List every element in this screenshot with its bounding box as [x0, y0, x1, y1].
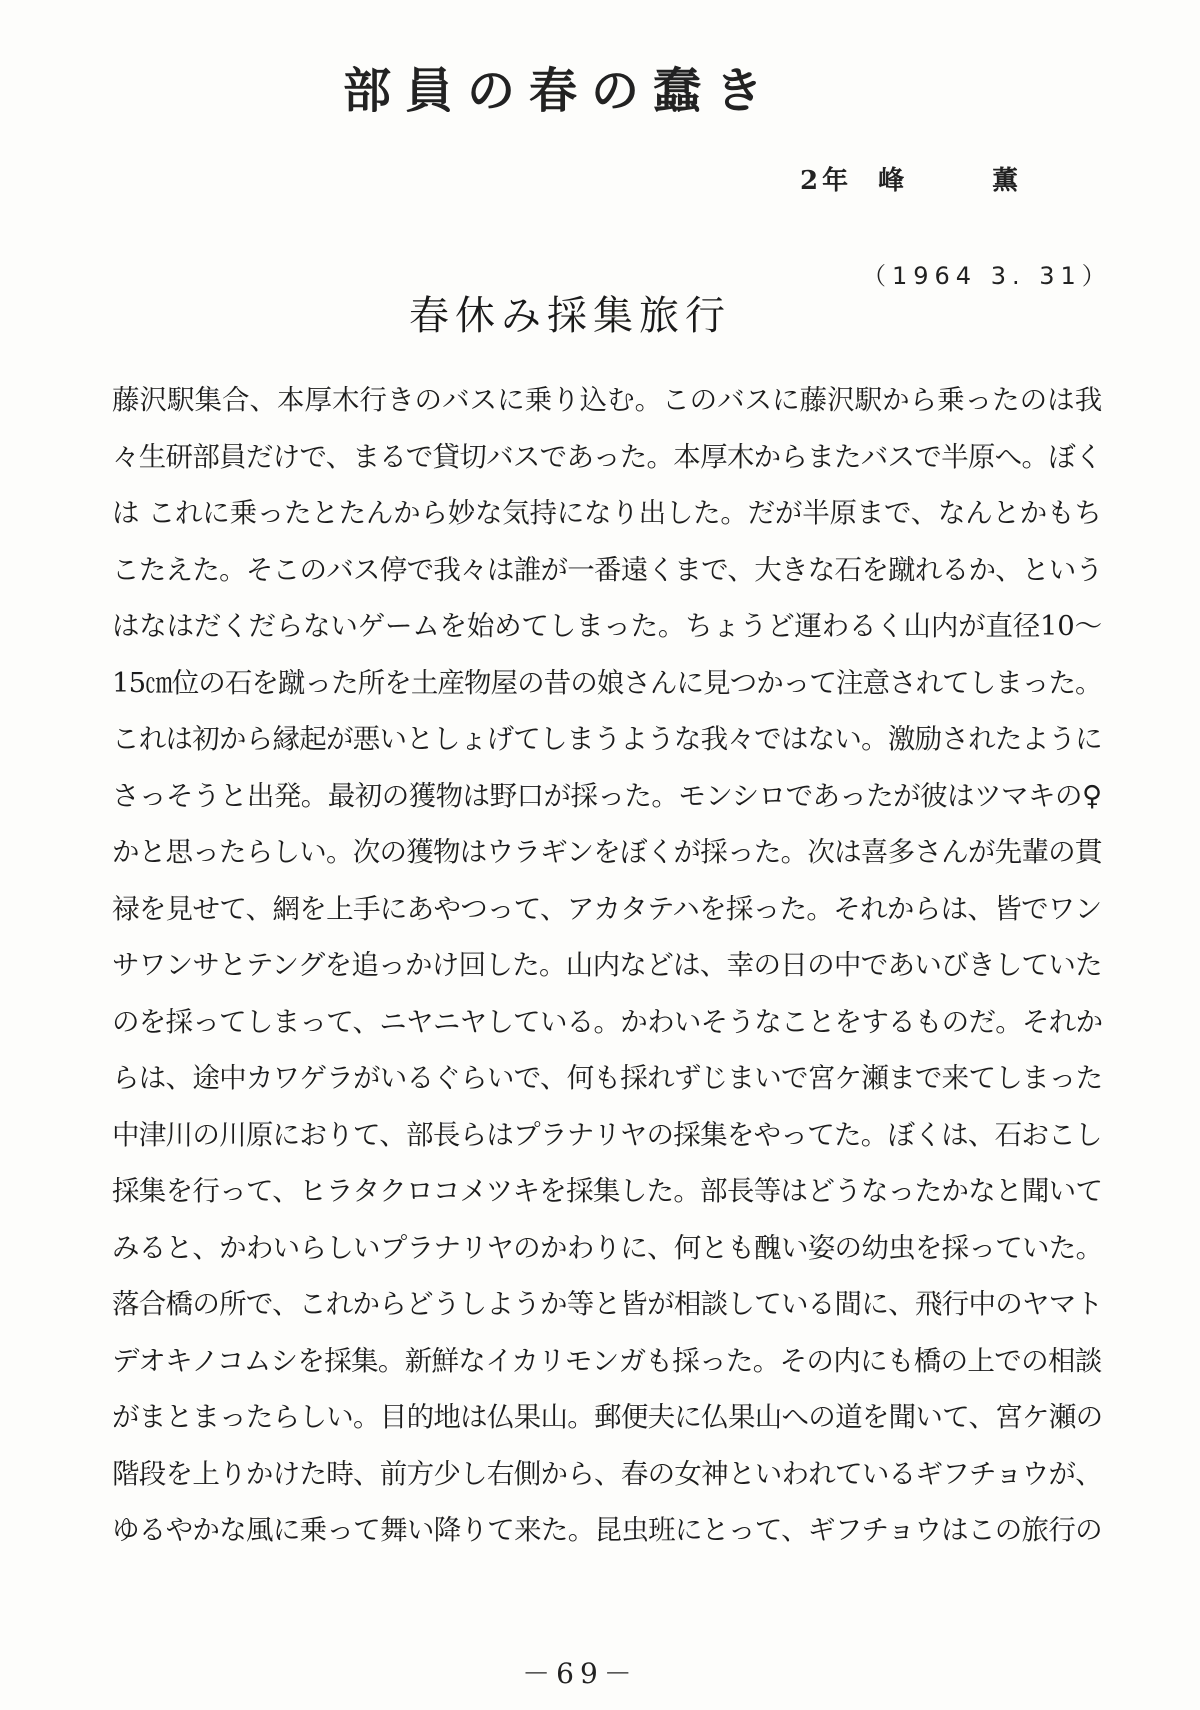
text-line: 15㎝位の石を蹴った所を土産物屋の昔の娘さんに見つかって注意されてしまった。 — [112, 666, 1102, 699]
article-subtitle: 春休み採集旅行 — [409, 293, 731, 339]
text-line: サワンサとテングを追っかけ回した。山内などは、幸の日の中であいびきしていた — [112, 949, 1102, 981]
text-line: みると、かわいらしいプラナリヤのかわりに、何とも醜い姿の幼虫を採っていた。 — [112, 1231, 1102, 1264]
author-name-part2: 薫 — [992, 166, 1023, 196]
text-line: はなはだくだらないゲームを始めてしまった。ちょうど運わるく山内が直径10～ — [112, 610, 1102, 642]
body-text — [112, 372, 1102, 1559]
text-line: は これに乗ったとたんから妙な気持になり出した。だが半原まで、なんとかもち — [112, 497, 1102, 529]
text-line: さっそうと出発。最初の獲物は野口が採った。モンシロであったが彼はツマキの♀ — [112, 779, 1102, 812]
text-line: のを採ってしまって、ニヤニヤしている。かわいそうなことをするものだ。それか — [112, 1005, 1102, 1038]
article-date: （1964 3. 31） — [862, 262, 1112, 290]
text-line: 々生研部員だけで、まるで貸切バスであった。本厚木からまたバスで半原へ。ぼく — [112, 440, 1102, 473]
author-grade: 2年 — [800, 166, 853, 196]
text-line: ゆるやかな風に乗って舞い降りて来た。昆虫班にとって、ギフチョウはこの旅行の — [112, 1514, 1102, 1546]
text-line: 禄を見せて、網を上手にあやつって、アカタテハを採った。それからは、皆でワン — [112, 892, 1102, 925]
text-line: これは初から縁起が悪いとしょげてしまうような我々ではない。激励されたように — [112, 723, 1102, 755]
article-title: 部員の春の蠢き — [342, 63, 777, 119]
text-line: 落合橋の所で、これからどうしようか等と皆が相談している間に、飛行中のヤマト — [112, 1288, 1102, 1320]
text-line: かと思ったらしい。次の獲物はウラギンをぼくが採った。次は喜多さんが先輩の貫 — [112, 836, 1102, 868]
text-line: らは、途中カワゲラがいるぐらいで、何も採れずじまいで宮ケ瀬まで来てしまった — [112, 1062, 1102, 1094]
text-line: 階段を上りかけた時、前方少し右側から、春の女神といわれているギフチョウが、 — [112, 1457, 1102, 1490]
text-line: こたえた。そこのバス停で我々は誰が一番遠くまで、大きな石を蹴れるか、という — [112, 553, 1102, 586]
text-line: 中津川の川原におりて、部長らはプラナリヤの採集をやってた。ぼくは、石おこし — [112, 1118, 1102, 1151]
text-line: デオキノコムシを採集。新鮮なイカリモンガも採った。その内にも橋の上での相談 — [112, 1344, 1102, 1377]
page-number: －69－ — [522, 1657, 638, 1690]
author-line — [800, 160, 1022, 197]
text-line: 藤沢駅集合、本厚木行きのバスに乗り込む。このバスに藤沢駅から乗ったのは我 — [112, 384, 1102, 416]
text-line: 採集を行って、ヒラタクロコメツキを採集した。部長等はどうなったかなと聞いて — [112, 1175, 1102, 1207]
author-name-part1: 峰 — [878, 166, 909, 196]
text-line: がまとまったらしい。目的地は仏果山。郵便夫に仏果山への道を聞いて、宮ケ瀬の — [112, 1401, 1102, 1433]
